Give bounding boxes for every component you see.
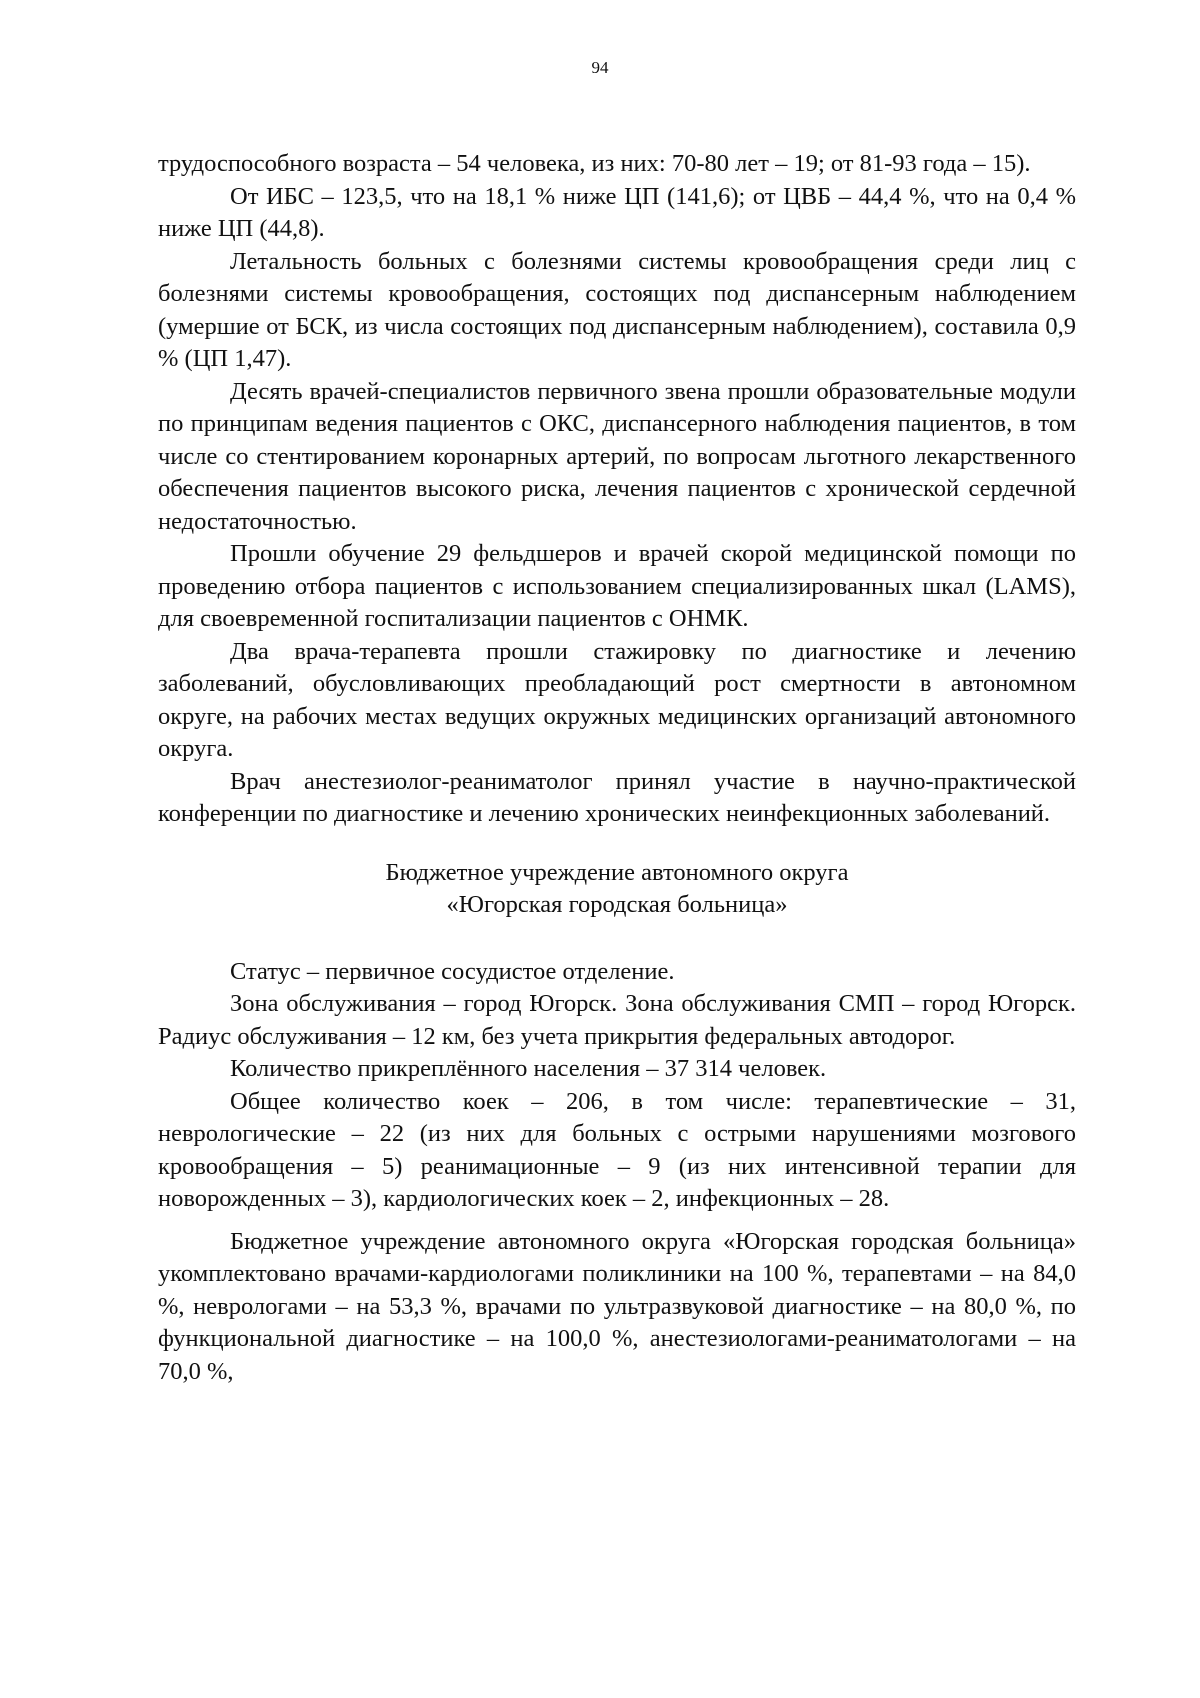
paragraph-anesthesiologist-conference: Врач анестезиолог-реаниматолог принял участие в научно-практической конференции по диагностике и лечению хронических неинфекционных заболеваний.	[158, 767, 1076, 827]
paragraph-beds: Общее количество коек – 206, в том числе: терапевтические – 31, неврологические – 22 (из них для больных с острыми нарушениями мозгового кровообращения – 5) реанимационные – 9 (из них интенсивной терапии для новорожденных – 3), кардиологических коек – 2, инфекционных – 28.	[158, 1087, 1076, 1212]
paragraph-ibs-mortality: От ИБС – 123,5, что на 18,1 % ниже ЦП (141,6); от ЦВБ – 44,4 %, что на 0,4 % ниже ЦП (44,8).	[158, 182, 1076, 242]
paragraph-continuation: трудоспособного возраста – 54 человека, из них: 70-80 лет – 19; от 81-93 года – 15).	[158, 150, 1031, 177]
paragraph-population: Количество прикреплённого населения – 37 314 человек.	[230, 1055, 827, 1082]
section-heading-line-1: Бюджетное учреждение автономного округа	[385, 858, 849, 886]
paragraph-service-zone: Зона обслуживания – город Югорск. Зона обслуживания СМП – город Югорск. Радиус обслуживания – 12 км, без учета прикрытия федеральных автодорог.	[158, 990, 1076, 1050]
document-body	[158, 148, 1076, 1388]
paragraph-specialists-training: Десять врачей-специалистов первичного звена прошли образовательные модули по принципам ведения пациентов с ОКС, диспансерного наблюдения пациентов, в том числе со стентированием коронарных артерий, по вопросам льготного лекарственного обеспечения пациентов высокого риска, лечения пациентов с хронической сердечной недостаточностью.	[158, 377, 1076, 535]
paragraph-staffing: Бюджетное учреждение автономного округа «Югорская городская больница» укомплектовано врачами-кардиологами поликлиники на 100 %, терапевтами – на 84,0 %, неврологами – на 53,3 %, врачами по ультразвуковой диагностике – на 80,0 %, по функциональной диагностике – на 100,0 %, анестезиологами-реаниматологами – на 70,0 %,	[158, 1227, 1076, 1385]
paragraph-therapists-internship: Два врача-терапевта прошли стажировку по диагностике и лечению заболеваний, обусловливающих преобладающий рост смертности в автономном округе, на рабочих местах ведущих окружных медицинских организаций автономного округа.	[158, 637, 1076, 762]
section-heading-line-2: «Югорская городская больница»	[446, 891, 788, 918]
section-heading	[158, 857, 1076, 922]
paragraph-status: Статус – первичное сосудистое отделение.	[230, 957, 675, 985]
paragraph-lethality: Летальность больных с болезнями системы кровообращения среди лиц с болезнями системы кровообращения, состоящих под диспансерным наблюдением (умершие от БСК, из числа состоящих под диспансерным наблюдением), составила 0,9 % (ЦП 1,47).	[158, 247, 1076, 372]
page-number: 94	[591, 58, 609, 77]
paragraph-paramedics-training: Прошли обучение 29 фельдшеров и врачей скорой медицинской помощи по проведению отбора пациентов с использованием специализированных шкал (LAMS), для своевременной госпитализации пациентов с ОНМК.	[158, 540, 1076, 632]
